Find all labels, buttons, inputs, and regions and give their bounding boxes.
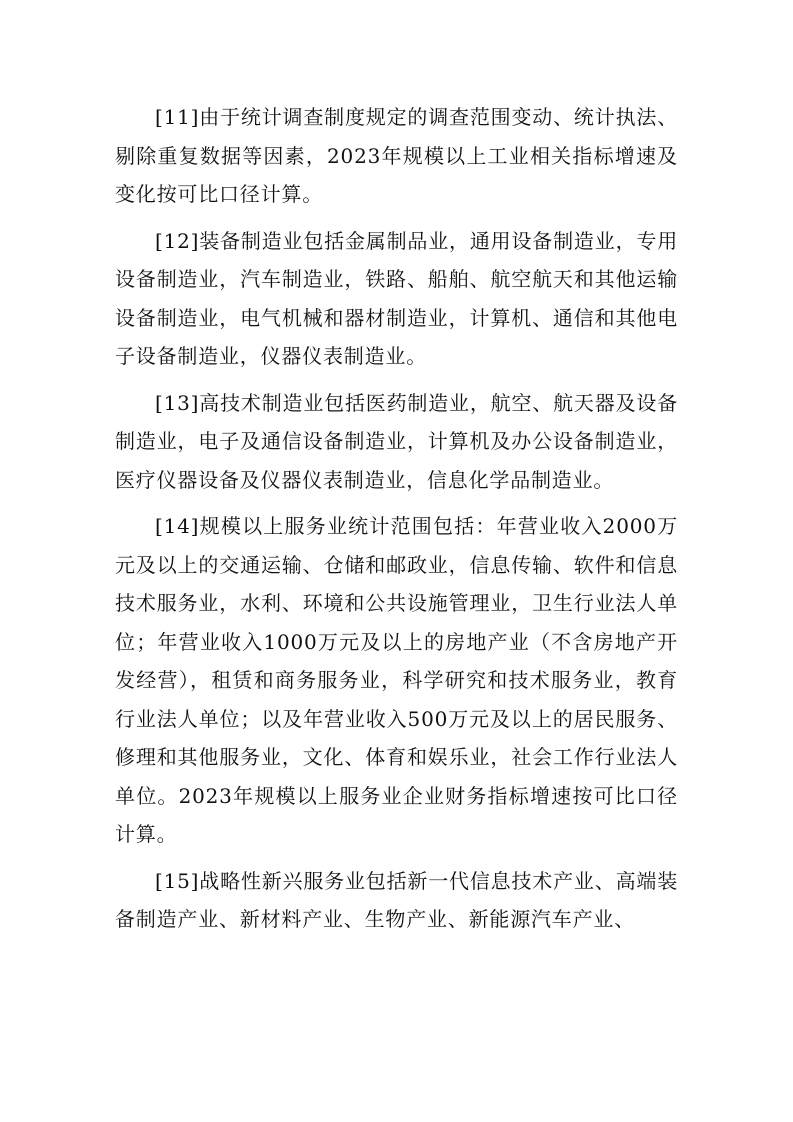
note-marker: [14]	[155, 514, 200, 538]
note-text: 战略性新兴服务业包括新一代信息技术产业、高端装备制造产业、新材料产业、生物产业、新能源汽车产业、	[115, 868, 678, 931]
notes-body	[115, 98, 678, 947]
note-11	[115, 98, 678, 214]
note-12	[115, 222, 678, 376]
note-14	[115, 507, 678, 854]
note-13	[115, 384, 678, 500]
note-text: 装备制造业包括金属制品业，通用设备制造业，专用设备制造业，汽车制造业，铁路、船舶、航空航天和其他运输设备制造业，电气机械和器材制造业，计算机、通信和其他电子设备制造业，仪器仪表制造业。	[115, 228, 678, 368]
note-15	[115, 862, 678, 939]
note-marker: [13]	[155, 390, 200, 415]
note-marker: [15]	[155, 868, 200, 893]
note-marker: [11]	[155, 105, 200, 129]
note-marker: [12]	[155, 228, 200, 253]
note-text: 由于统计调查制度规定的调查范围变动、统计执法、剔除重复数据等因素，2023年规模以上工业相关指标增速及变化按可比口径计算。	[115, 105, 678, 206]
note-text: 高技术制造业包括医药制造业，航空、航天器及设备制造业，电子及通信设备制造业，计算机及办公设备制造业，医疗仪器设备及仪器仪表制造业，信息化学品制造业。	[115, 390, 678, 492]
note-text: 规模以上服务业统计范围包括：年营业收入2000万元及以上的交通运输、仓储和邮政业，信息传输、软件和信息技术服务业，水利、环境和公共设施管理业，卫生行业法人单位；年营业收入1000万元及以上的房地产业（不含房地产开发经营），租赁和商务服务业，科学研究和技术服务业，教育行业法人单位；以及年营业收入500万元及以上的居民服务、修理和其他服务业，文化、体育和娱乐业，社会工作行业法人单位。2023年规模以上服务业企业财务指标增速按可比口径计算。	[115, 514, 678, 846]
